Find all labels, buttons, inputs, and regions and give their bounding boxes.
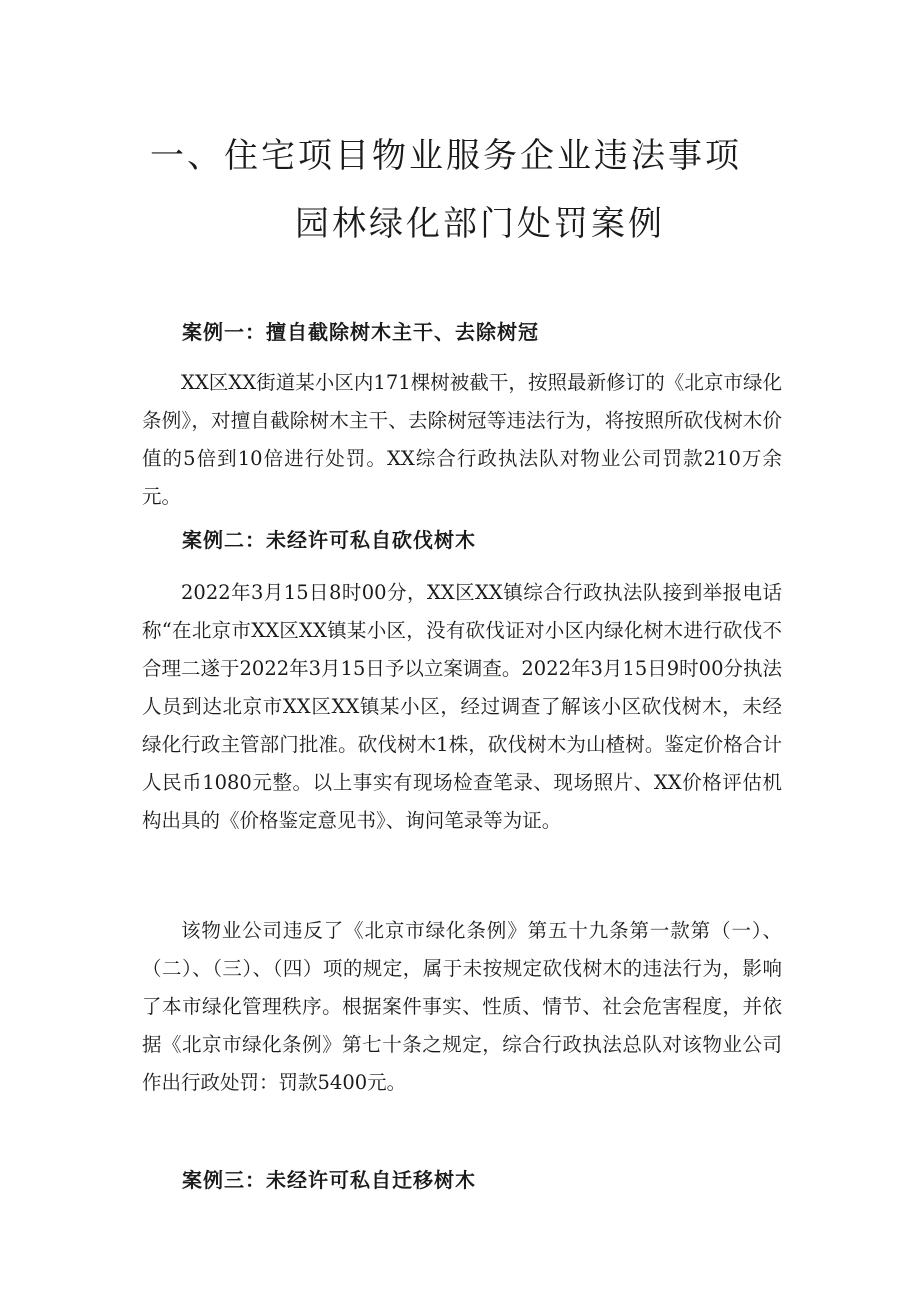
case-2-heading: 案例二：未经许可私自砍伐树木 bbox=[182, 528, 476, 552]
case-1-heading: 案例一：擅自截除树木主干、去除树冠 bbox=[182, 320, 539, 344]
document-title-line-1: 一、住宅项目物业服务企业违法事项 bbox=[150, 136, 742, 176]
case-3-heading: 案例三：未经许可私自迁移树木 bbox=[182, 1168, 476, 1192]
document-title-line-2: 园林绿化部门处罚案例 bbox=[295, 204, 665, 244]
case-2-paragraph-1: 2022年3月15日8时00分，XX区XX镇综合行政执法队接到举报电话称“在北京市XX区XX镇某小区，没有砍伐证对小区内绿化树木进行砍伐不合理二遂于2022年3月15日予以立案调查。2022年3月15日9时00分执法人员到达北京市XX区XX镇某小区，经过调查了解该小区砍伐树木，未经绿化行政主管部门批准。砍伐树木1株，砍伐树木为山楂树。鉴定价格合计人民币1080元整。以上事实有现场检查笔录、现场照片、XX价格评估机构出具的《价格鉴定意见书》、询问笔录等为证。 bbox=[142, 581, 782, 832]
case-2-paragraph-2: 该物业公司违反了《北京市绿化条例》第五十九条第一款第（一）、（二）、（三）、（四）项的规定，属于未按规定砍伐树木的违法行为，影响了本市绿化管理秩序。根据案件事实、性质、情节、社会危害程度，并依据《北京市绿化条例》第七十条之规定，综合行政执法总队对该物业公司作出行政处罚：罚款5400元。 bbox=[142, 919, 782, 1094]
case-1-paragraph: XX区XX街道某小区内171棵树被截干，按照最新修订的《北京市绿化条例》，对擅自截除树木主干、去除树冠等违法行为，将按照所砍伐树木价值的5倍到10倍进行处罚。XX综合行政执法队对物业公司罚款210万余元。 bbox=[142, 371, 782, 508]
